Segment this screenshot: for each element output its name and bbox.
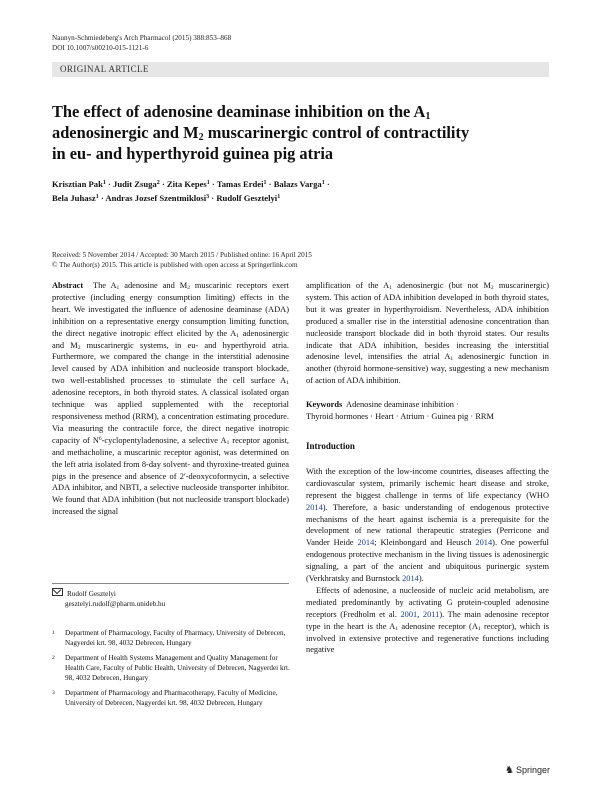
author-name[interactable]: Balazs Varga <box>273 179 322 189</box>
publication-history <box>52 250 312 270</box>
article-type-banner <box>52 62 549 77</box>
citation-link[interactable]: 2014 <box>402 574 419 584</box>
correspondent-name: Rudolf Gesztelyi <box>67 590 116 598</box>
abstract-continuation: amplification of the A1 adenosinergic (but not M2 muscarinergic) system. This action of ADA inhibition developed in both thyroid states, but it was greater in hyperthyroidism. Nevertheless, ADA inhibition produced a smaller rise in the interstitial adenosine concentration than nucleoside transport blockade did in both thyroid states. Our results indicate that ADA inhibition, besides increasing the interstitial adenosine level, intensifies the atrial A1 adenosinergic function in another (thyroid hormone-sensitive) way, suggesting a new mechanism of action of ADA inhibition. <box>306 281 549 386</box>
dates-line: Received: 5 November 2014 / Accepted: 30 March 2015 / Published online: 16 April 2015 <box>52 251 312 259</box>
author-name[interactable]: Rudolf Gesztelyi <box>216 193 278 203</box>
publisher-logo <box>505 765 550 776</box>
citation-link[interactable]: 2014 <box>306 502 323 512</box>
springer-horse-logo-icon: ♞ <box>505 765 514 776</box>
author-name[interactable]: Krisztian Pak <box>52 179 103 189</box>
affiliation: 2 Department of Health Systems Management and Quality Management for Health Care, Faculty of Public Health, University of Debrecen, Nagyerdei krt. 98, 4032 Debrecen, Hungary <box>52 654 290 682</box>
publisher-name: Springer <box>515 765 550 775</box>
author-name[interactable]: Judit Zsuga <box>113 179 157 189</box>
license-line: © The Author(s) 2015. This article is published with open access at Springerlink.com <box>52 261 298 269</box>
article-title: The effect of adenosine deaminase inhibition on the $A_1$ adenosinergic and $M_2$ muscarinergic control of contractility in eu- and hyperthyroid guinea pig atria <box>52 102 470 163</box>
citation-link[interactable]: 2014 <box>357 538 375 548</box>
keywords: Keywords Adenosine deaminase inhibition · Thyroid hormones · Heart · Atrium · Guinea pig · RRM <box>306 400 494 422</box>
journal-citation: Naunyn-Schmiedeberg's Arch Pharmacol (2015) 388:853–868 <box>52 34 232 42</box>
journal-doi: DOI 10.1007/s00210-015-1121-6 <box>52 44 149 52</box>
citation-link[interactable]: 2011 <box>422 609 440 619</box>
footnote-divider <box>52 583 289 584</box>
journal-header <box>52 33 231 53</box>
citation-link[interactable]: 2014 <box>475 538 493 548</box>
correspondence <box>52 588 165 609</box>
abstract-label: Abstract <box>52 281 84 290</box>
envelope-icon <box>52 588 63 596</box>
citation-link[interactable]: 2001 <box>400 609 418 619</box>
article-type-label: ORIGINAL ARTICLE <box>60 64 149 74</box>
abstract-paragraph: Abstract The A1 adenosine and M2 muscarinic receptors exert protective (including energy consumption limiting) effects in the heart. We investigated the influence of adenosine deaminase (ADA) inhibition on a representative energy consumption limiting function, the direct negative inotropic effect elicited by the A1 adenosinergic and M2 muscarinergic systems, in eu- and hyperthyroid atria. Furthermore, we compared the change in the interstitial adenosine level caused by ADA inhibition and nucleoside transport blockade, two well-established processes to stimulate the cell surface A1 adenosine receptors, in both thyroid states. A classical isolated organ technique was applied supplemented with the receptorial responsiveness method (RRM), a concentration estimating procedure. Via measuring the contractile force, the direct negative inotropic capacity of $N^6$-cyclopentyladenosine, a selective A1 receptor agonist, and methacholine, a muscarinic receptor agonist, was determined on the left atria isolated from 8-day solvent- and thyroxine-treated guinea pigs in the presence and absence of 2′-deoxycoformycin, a selective ADA inhibitor, and NBTI, a selective nucleoside transporter inhibitor. We found that ADA inhibition (but not nucleoside transport blockade) increased the signal <box>52 281 290 517</box>
author-list: Krisztian Pak$^1$ · Judit Zsuga$^2$ · Zita Kepes$^1$ · Tamas Erdei$^1$ · Balazs Varga$^1$ · Bela Juhasz$^1$ · Andras Jozsef Szentmiklosi$^3$ · Rudolf Gesztelyi$^1$ <box>52 179 330 203</box>
author-name[interactable]: Zita Kepes <box>166 179 207 189</box>
intro-paragraph: Effects of adenosine, a nucleoside of nucleic acid metabolism, are mediated predominantly by activating G protein-coupled adenosine receptors (Fredholm et al. 2001, 2011). The main adenosine receptor type in the heart is the A1 adenosine receptor (A1 receptor), which is involved in extensive protective and regenerative functions including negative <box>306 585 550 655</box>
intro-paragraph: With the exception of the low-income countries, diseases affecting the cardiovascular system, primarily ischemic heart disease and stroke, represent the biggest challenge in terms of life expectancy (WHO 2014). Therefore, a basic understanding of endogenous protective mechanisms of the heart against ischemia is a prerequisite for the development of new rational therapeutic strategies (Perricone and Vander Heide 2014; Kleinbongard and Heusch 2014). One powerful endogenous protective mechanism in the living tissues is adenosinergic signaling, a part of the ancient and ubiquitous purinergic system (Verkhratsky and Burnstock 2014). <box>306 466 550 584</box>
correspondent-email[interactable]: gesztelyi.rudolf@pharm.unideb.hu <box>65 600 166 608</box>
abstract-left-column <box>52 280 289 518</box>
author-name[interactable]: Tamas Erdei <box>216 179 264 189</box>
author-name[interactable]: Andras Jozsef Szentmiklosi <box>105 193 207 203</box>
affiliation: 1 Department of Pharmacology, Faculty of Pharmacy, University of Debrecen, Nagyerdei krt. 98, 4032 Debrecen, Hungary <box>52 629 286 647</box>
keywords-label: Keywords <box>306 400 343 410</box>
author-name[interactable]: Bela Juhasz <box>52 193 96 203</box>
section-heading-introduction: Introduction <box>306 440 355 451</box>
affiliation: 3 Department of Pharmacology and Pharmacotherapy, Faculty of Medicine, University of Debrecen, Nagyerdei krt. 98, 4032 Debrecen, Hungary <box>52 689 278 707</box>
right-column <box>306 280 549 656</box>
